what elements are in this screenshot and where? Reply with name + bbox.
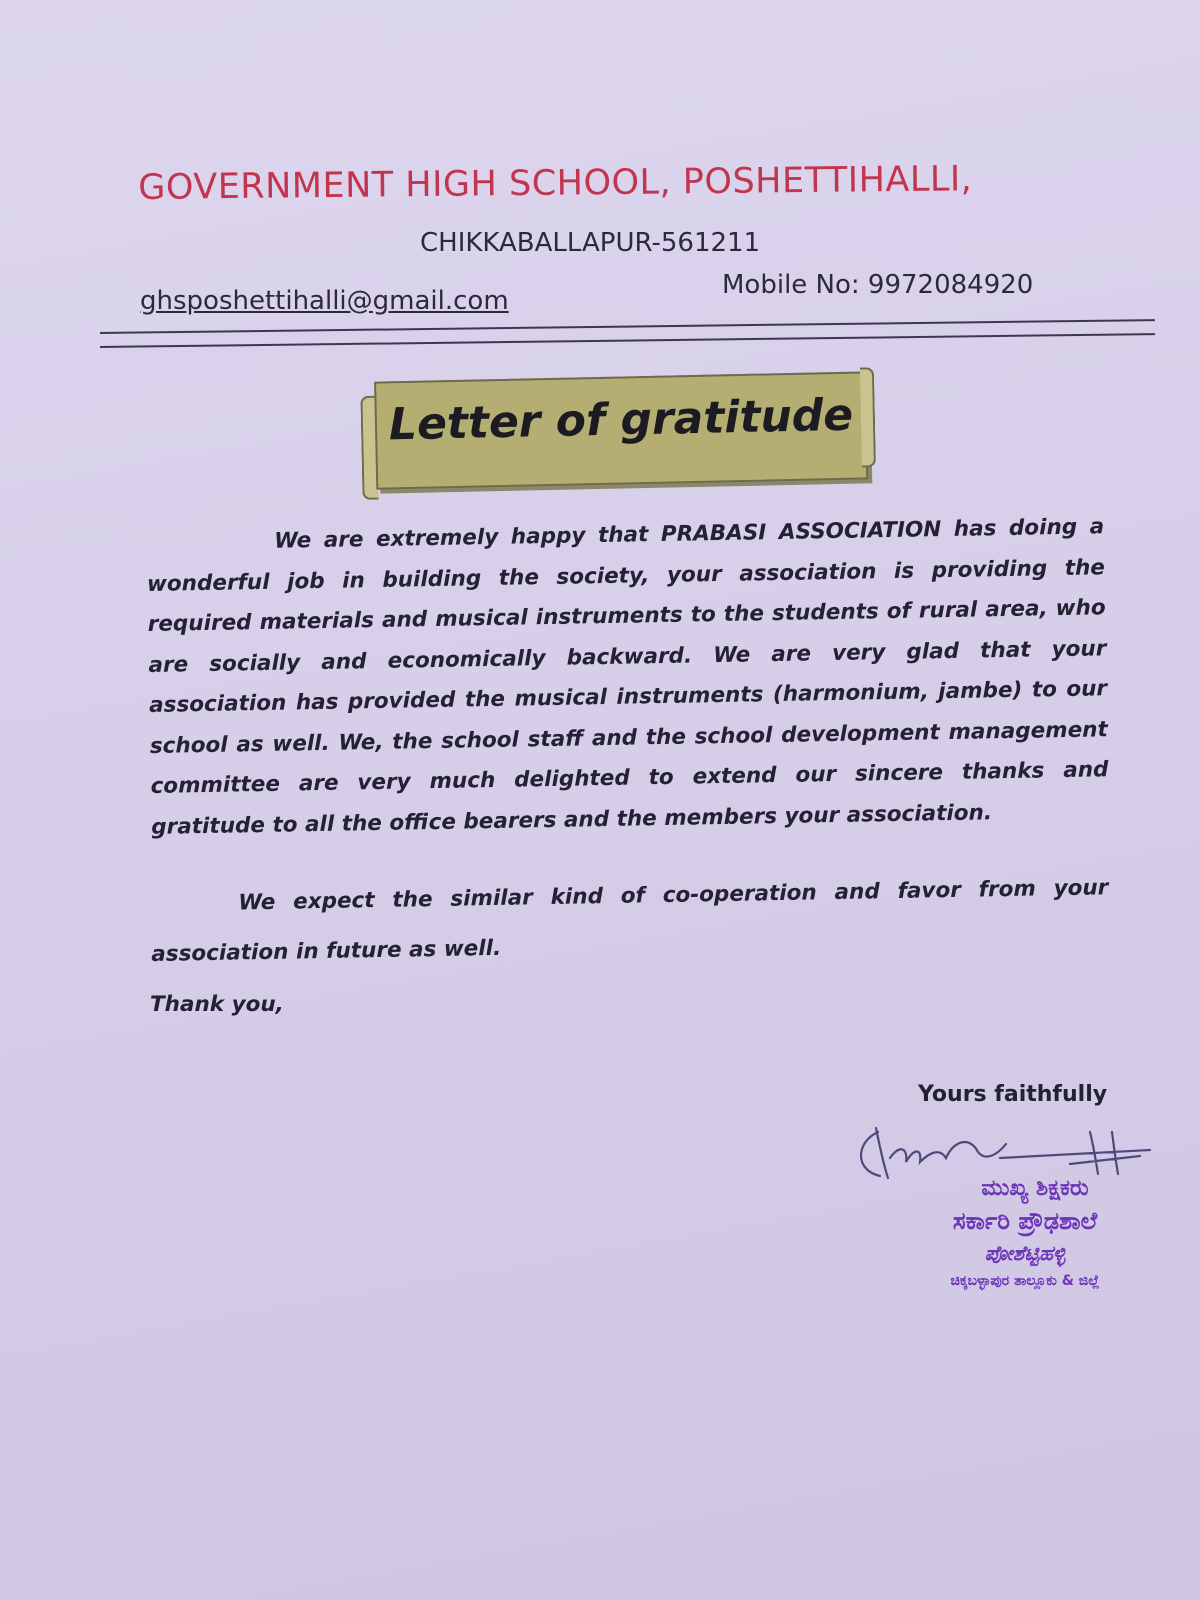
letter-title: Letter of gratitude bbox=[388, 389, 854, 451]
header-divider-top bbox=[100, 319, 1155, 334]
school-email-link[interactable]: ghsposhettihalli@gmail.com bbox=[140, 286, 509, 316]
closing-salutation: Yours faithfully bbox=[918, 1082, 1108, 1107]
body-paragraph-1: We are extremely happy that PRABASI ASSOCIATION has doing a wonderful job in building the society, your association is providing the required materials and musical instruments to the students of rural area, who are socially and economically backward. We are very glad that your association has provided the musical instruments (harmonium, jambe) to our school as well. We, the school staff and the school development management committee are very much delighted to extend our sincere thanks and gratitude to all the office bearers and the members your association. bbox=[146, 514, 1109, 840]
stamp-line-1: ಮುಖ್ಯ ಶಿಕ್ಷಕರು bbox=[981, 1176, 1089, 1201]
thank-you-line: Thank you, bbox=[150, 992, 284, 1017]
stamp-line-3: ಪೋಶೆಟ್ಟಿಹಳ್ಳಿ bbox=[984, 1241, 1066, 1265]
body-paragraph-2: We expect the similar kind of co-operation and favor from your association in future as well. bbox=[151, 875, 1109, 967]
title-banner bbox=[360, 367, 882, 498]
stamp-line-4: ಚಿಕ್ಕಬಳ್ಳಾಪುರ ತಾಲ್ಲೂಕು & ಜಿಲ್ಲೆ bbox=[950, 1273, 1100, 1289]
school-mobile: Mobile No: 9972084920 bbox=[722, 270, 1034, 300]
headmaster-stamp bbox=[900, 1176, 1150, 1346]
banner-scroll-right bbox=[860, 367, 876, 467]
school-name: GOVERNMENT HIGH SCHOOL, POSHETTIHALLI, bbox=[138, 159, 973, 208]
header-divider-bottom bbox=[100, 333, 1155, 348]
stamp-line-2: ಸರ್ಕಾರಿ ಪ್ರೌಢಶಾಲೆ bbox=[952, 1207, 1098, 1235]
school-city: CHIKKABALLAPUR-561211 bbox=[420, 228, 761, 258]
